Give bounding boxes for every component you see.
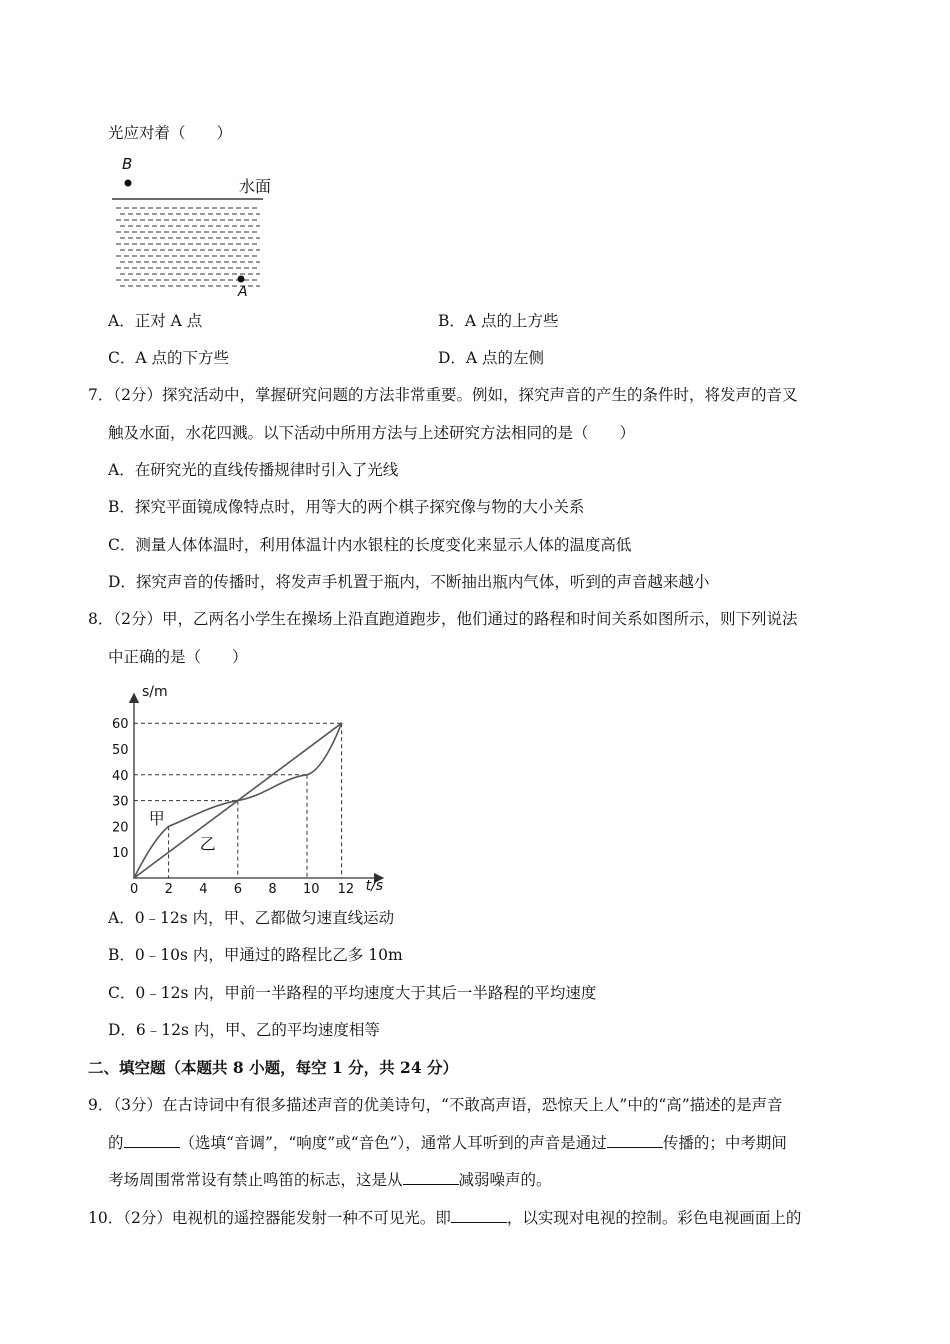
q7-option-b: B．探究平面镜成像特点时，用等大的两个棋子探究像与物的大小关系 bbox=[108, 498, 585, 516]
series-jia-point bbox=[306, 774, 308, 776]
q9-stem-line2 bbox=[108, 1133, 787, 1153]
q9-stem-line3 bbox=[108, 1170, 552, 1190]
q6-option-d: D．A 点的左侧 bbox=[438, 349, 545, 367]
y-tick-label: 30 bbox=[112, 794, 129, 810]
point-a-label: A bbox=[238, 284, 248, 300]
q9-blank-1[interactable] bbox=[124, 1133, 180, 1148]
q10-blank-1[interactable] bbox=[451, 1208, 507, 1223]
q7-stem-line1: 7．（2分）探究活动中，掌握研究问题的方法非常重要。例如，探究声音的产生的条件时，将发声的音叉 bbox=[88, 386, 798, 404]
series-yi-point bbox=[133, 877, 135, 879]
q9-line3-part-a: 考场周围常常设有禁止鸣笛的标志，这是从 bbox=[108, 1171, 403, 1189]
q8-option-d: D．6﹣12s 内，甲、乙的平均速度相等 bbox=[108, 1021, 380, 1039]
q8-option-b: B．0﹣10s 内，甲通过的路程比乙多 10m bbox=[108, 946, 403, 964]
q8-stem-line1: 8．（2分）甲，乙两名小学生在操场上沿直跑道跑步，他们通过的路程和时间关系如图所示，则下列说法 bbox=[88, 610, 798, 628]
q6-option-b: B．A 点的上方些 bbox=[438, 312, 559, 330]
water-hatching bbox=[116, 208, 260, 286]
q8-stem-line2: 中正确的是（ ） bbox=[108, 648, 248, 666]
q8-option-a: A．0﹣12s 内，甲、乙都做匀速直线运动 bbox=[108, 909, 395, 927]
x-tick-label: 6 bbox=[233, 882, 243, 895]
series-yi-point bbox=[341, 722, 343, 724]
q6-stem-tail: 光应对着（ ） bbox=[108, 124, 233, 142]
q9-blank-3[interactable] bbox=[403, 1170, 459, 1185]
q9-line2-part-a: 的 bbox=[108, 1134, 124, 1152]
x-tick-label: 2 bbox=[164, 882, 173, 895]
y-tick-label: 60 bbox=[112, 717, 129, 733]
y-tick-label: 50 bbox=[112, 743, 129, 758]
q9-stem-line1: 9．（3分）在古诗词中有很多描述声音的优美诗句，“不敢高声语，恐惊天上人”中的“高”描述的是声音 bbox=[88, 1096, 783, 1114]
q6-option-a: A．正对 A 点 bbox=[108, 312, 203, 330]
q6-option-c: C．A 点的下方些 bbox=[108, 349, 229, 367]
y-tick-label: 20 bbox=[112, 820, 129, 836]
x-tick-label: 4 bbox=[199, 882, 208, 895]
x-axis-label: t/s bbox=[365, 878, 384, 894]
y-tick-label: 40 bbox=[112, 768, 129, 784]
q8-option-c: C．0﹣12s 内，甲前一半路程的平均速度大于其后一半路程的平均速度 bbox=[108, 984, 597, 1002]
q9-line2-part-b: （选填“音调”，“响度”或“音色”），通常人耳听到的声音是通过 bbox=[179, 1134, 607, 1152]
q7-option-c: C．测量人体体温时，利用体温计内水银柱的长度变化来显示人体的温度高低 bbox=[108, 536, 632, 554]
q9-line3-part-b: 减弱噪声的。 bbox=[458, 1171, 552, 1189]
x-tick-label: 12 bbox=[337, 882, 355, 895]
point-b-dot bbox=[125, 180, 132, 187]
series-jia-point bbox=[237, 800, 239, 802]
q10-stem-line1 bbox=[88, 1208, 801, 1228]
q7-stem-line2: 触及水面，水花四溅。以下活动中所用方法与上述研究方法相同的是（ ） bbox=[108, 424, 636, 442]
y-tick-label: 10 bbox=[112, 846, 129, 862]
q7-option-d: D．探究声音的传播时，将发声手机置于瓶内，不断抽出瓶内气体，听到的声音越来越小 bbox=[108, 573, 710, 591]
water-figure bbox=[108, 150, 298, 300]
st-chart bbox=[108, 683, 408, 895]
x-tick-label: 8 bbox=[268, 882, 277, 895]
q9-blank-2[interactable] bbox=[607, 1133, 663, 1148]
point-a-dot bbox=[238, 276, 245, 283]
series-label-jia: 甲 bbox=[148, 808, 165, 828]
y-axis-label: s/m bbox=[142, 684, 168, 701]
q10-line1-part-b: ，以实现对电视的控制。彩色电视画面上的 bbox=[506, 1209, 802, 1227]
section-2-title: 二、填空题（本题共 8 小题，每空 1 分，共 24 分） bbox=[88, 1058, 459, 1077]
q9-line2-part-c: 传播的；中考期间 bbox=[662, 1134, 787, 1152]
q7-option-a: A．在研究光的直线传播规律时引入了光线 bbox=[108, 461, 399, 479]
series-jia-point bbox=[168, 826, 170, 828]
water-surface-label: 水面 bbox=[239, 177, 272, 196]
q10-line1-part-a: 10．（2分）电视机的遥控器能发射一种不可见光。即 bbox=[88, 1209, 451, 1227]
series-label-yi: 乙 bbox=[199, 834, 216, 854]
point-b-label: B bbox=[122, 155, 133, 173]
x-tick-label: 0 bbox=[130, 882, 139, 895]
x-tick-label: 10 bbox=[303, 882, 320, 895]
